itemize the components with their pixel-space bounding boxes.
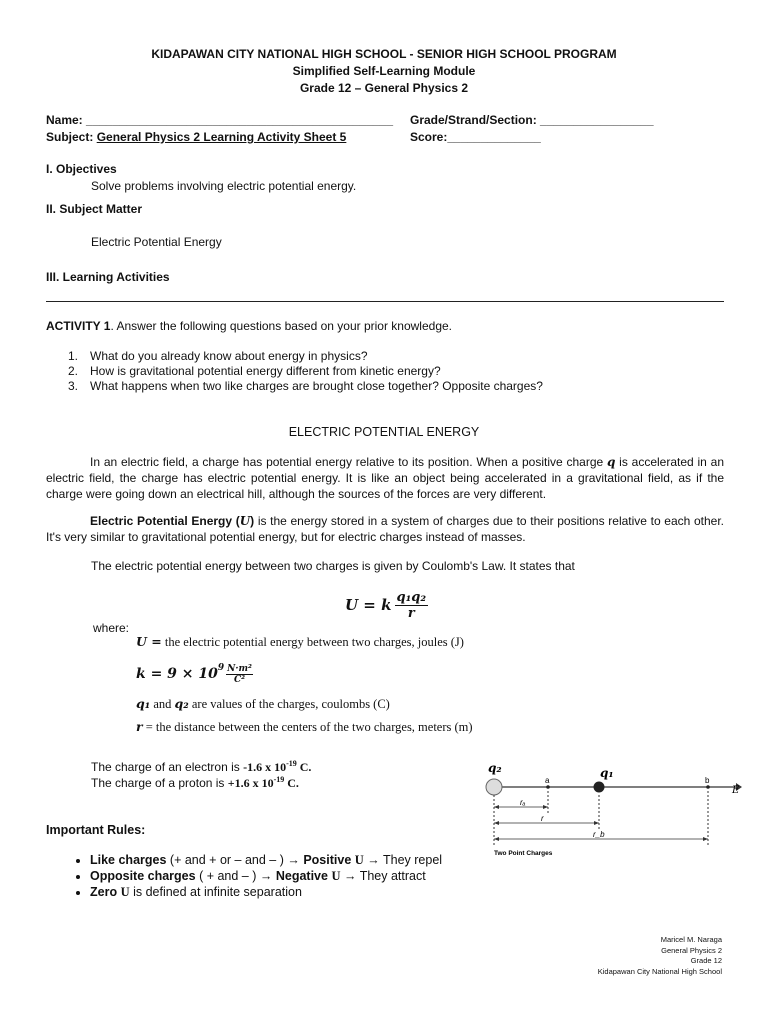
formula-fraction bbox=[395, 590, 429, 621]
diagram-caption: Two Point Charges bbox=[494, 850, 553, 857]
b-label: b bbox=[705, 776, 710, 785]
where-u: U = the electric potential energy between two charges, joules (J) bbox=[136, 634, 464, 649]
subject-value: General Physics 2 Learning Activity Sheet 5 bbox=[96, 130, 347, 144]
list-item: • Opposite charges ( + and – ) → Negative U → They attract bbox=[90, 868, 442, 884]
paragraph-definition: Electric Potential Energy (U) is the energy stored in a system of charges due to their positions relative to each other. It's very similar to gravitational potential energy, but for electric charges instead of masses. bbox=[46, 514, 724, 544]
footer-grade: Grade 12 bbox=[690, 956, 722, 965]
q1-label: q₁ bbox=[600, 766, 614, 780]
name-line bbox=[46, 113, 393, 127]
coulomb-formula bbox=[345, 585, 428, 625]
score-label: Score: bbox=[410, 130, 448, 144]
a-label: a bbox=[545, 776, 550, 785]
where-k: k = 9 × 10 $^9$ N·m² C² bbox=[136, 663, 252, 685]
learning-activities-title: III. Learning Activities bbox=[46, 270, 170, 284]
list-item: 1. What do you already know about energy in physics? bbox=[68, 349, 368, 363]
r-label: r bbox=[541, 814, 544, 823]
footer-author: Maricel M. Naraga bbox=[660, 935, 722, 944]
module-title: Simplified Self-Learning Module bbox=[292, 64, 476, 78]
score-line bbox=[410, 130, 541, 144]
q1-charge bbox=[594, 782, 605, 793]
ra-label: rₐ bbox=[520, 798, 526, 807]
rb-label: r_b bbox=[593, 830, 605, 839]
section-divider bbox=[46, 301, 724, 302]
topic-heading: ELECTRIC POTENTIAL ENERGY bbox=[288, 425, 480, 439]
q2-charge bbox=[486, 779, 502, 795]
paragraph-coulomb: The electric potential energy between two charges is given by Coulomb's Law. It states that bbox=[91, 559, 575, 573]
rules-title: Important Rules: bbox=[46, 823, 146, 837]
school-name: KIDAPAWAN CITY NATIONAL HIGH SCHOOL - SENIOR HIGH SCHOOL PROGRAM bbox=[151, 47, 617, 61]
subject-label: Subject: bbox=[46, 130, 94, 144]
activity-title: ACTIVITY 1 bbox=[46, 319, 111, 333]
grade-blank: _________________ bbox=[540, 113, 654, 127]
question-list bbox=[68, 349, 543, 394]
activity-instruction: . Answer the following questions based on your prior knowledge. bbox=[110, 319, 453, 333]
list-item: • Like charges (+ and + or – and – ) → Positive U → They repel bbox=[90, 852, 442, 868]
objectives-text: Solve problems involving electric potential energy. bbox=[91, 179, 357, 193]
grade-subject: Grade 12 – General Physics 2 bbox=[299, 81, 469, 95]
grade-line bbox=[410, 113, 654, 127]
list-item: 3. What happens when two like charges are brought close together? Opposite charges? bbox=[68, 379, 543, 393]
field-label: E bbox=[732, 785, 740, 796]
list-item: 2. How is gravitational potential energy different from kinetic energy? bbox=[68, 364, 441, 378]
formula-lhs: U = k bbox=[345, 596, 392, 614]
rules-list bbox=[46, 852, 442, 900]
subject-matter-text: Electric Potential Energy bbox=[91, 235, 222, 249]
footer-school: Kidapawan City National High School bbox=[597, 966, 722, 976]
charge-symbol: q bbox=[606, 455, 616, 469]
activity-line bbox=[46, 319, 452, 333]
where-r: r = the distance between the centers of the two charges, meters (m) bbox=[136, 719, 473, 734]
two-point-charges-diagram bbox=[470, 755, 755, 860]
point-a bbox=[546, 785, 550, 789]
score-blank: ______________ bbox=[447, 130, 541, 144]
subject-matter-title: II. Subject Matter bbox=[46, 202, 143, 216]
proton-charge: The charge of a proton is +1.6 x $10^{-19}$ C. bbox=[91, 775, 299, 790]
where-label: where: bbox=[93, 621, 130, 635]
footer bbox=[598, 935, 722, 977]
electron-charge: The charge of an electron is -1.6 x $10^{-19}$ C. bbox=[91, 759, 312, 774]
where-q: q₁ and q₂ are values of the charges, coulombs (C) bbox=[136, 696, 390, 711]
q2-label: q₂ bbox=[488, 761, 502, 775]
grade-label: Grade/Strand/Section: bbox=[410, 113, 537, 127]
formula-numerator: q₁q₂ bbox=[396, 589, 427, 605]
point-b bbox=[706, 785, 710, 789]
footer-subject: General Physics 2 bbox=[661, 945, 722, 955]
paragraph-intro: In an electric field, a charge has potential energy relative to its position. When a positive charge q is accelerated in an electric field, the charge has electric potential energy. It is like an object being accelerated in a gravitational field, as if the charge were going down an electrical hill, although the sources of the forces are very different. bbox=[46, 455, 724, 501]
formula-denominator: r bbox=[407, 605, 415, 621]
objectives-title: I. Objectives bbox=[46, 162, 117, 176]
name-blank: ______________________________________________ bbox=[86, 113, 394, 127]
list-item: • Zero U is defined at infinite separation bbox=[90, 884, 442, 900]
subject-line bbox=[46, 130, 346, 144]
name-label: Name: bbox=[46, 113, 83, 127]
